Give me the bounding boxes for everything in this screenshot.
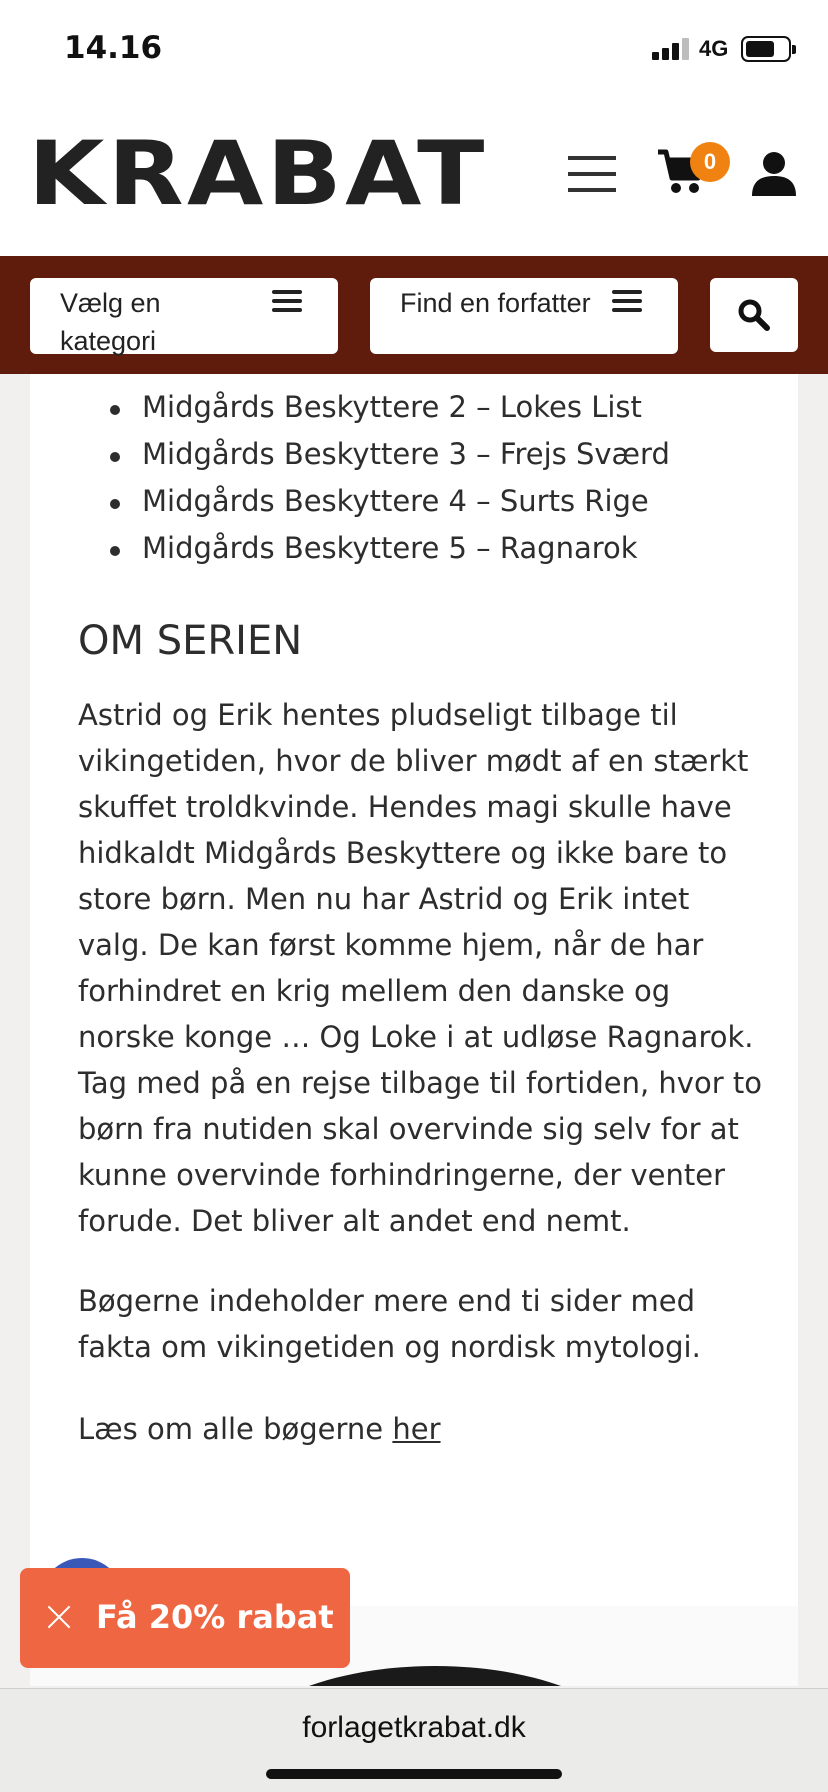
logo-text: KRABAT — [28, 122, 488, 225]
network-label: 4G — [699, 36, 729, 61]
content-card — [30, 374, 798, 1606]
list-item: Midgårds Beskyttere 4 – Surts Rige — [108, 478, 670, 525]
category-select[interactable] — [30, 278, 338, 354]
status-time: 14.16 — [64, 30, 163, 66]
user-account-icon[interactable] — [752, 150, 796, 196]
home-indicator[interactable] — [266, 1769, 562, 1779]
series-description: Astrid og Erik hentes pludseligt tilbage til vikingetiden, hvor de bliver mødt af en stærkt skuffet troldkvinde. Hendes magi skulle have hidkaldt Midgårds Beskyttere og ikke bare to store børn. Men nu har Astrid og Erik intet valg. De kan først komme hjem, når de har forhindret en krig mellem den danske og norske konge … Og Loke i at udløse Ragnarok. Tag med på en rejse tilbage til fortiden, hvor to børn fra nutiden skal overvinde sig selv for at kunne overvinde forhindringerne, der venter forude. Det bliver alt andet end nemt. — [78, 698, 762, 1238]
close-icon[interactable] — [46, 1604, 72, 1630]
site-header — [0, 100, 828, 256]
read-more-prefix: Læs om alle bøgerne — [78, 1412, 393, 1446]
hamburger-menu-icon[interactable] — [568, 156, 616, 192]
author-menu-icon — [612, 290, 642, 312]
section-title: OM SERIEN — [78, 618, 303, 664]
category-select-label: Vælg en kategori — [60, 288, 161, 356]
signal-icon — [652, 38, 690, 60]
read-more-link[interactable]: her — [392, 1412, 441, 1446]
filter-bar — [0, 256, 828, 374]
battery-icon — [741, 36, 791, 62]
krabat-logo[interactable] — [28, 122, 488, 225]
list-item: Midgårds Beskyttere 2 – Lokes List — [108, 384, 670, 431]
category-menu-icon — [272, 290, 302, 312]
author-select[interactable] — [370, 278, 678, 354]
discount-promo-button[interactable] — [20, 1568, 350, 1668]
book-list — [108, 384, 670, 572]
facts-paragraph: Bøgerne indeholder mere end ti sider med fakta om vikingetiden og nordisk mytologi. — [78, 1284, 701, 1364]
browser-url-bar[interactable] — [0, 1688, 828, 1792]
cart-count-badge: 0 — [690, 142, 730, 182]
search-button[interactable] — [710, 278, 798, 352]
author-select-label: Find en forfatter — [400, 288, 591, 318]
list-item: Midgårds Beskyttere 5 – Ragnarok — [108, 525, 670, 572]
url-text: forlagetkrabat.dk — [302, 1711, 526, 1744]
list-item: Midgårds Beskyttere 3 – Frejs Sværd — [108, 431, 670, 478]
status-bar — [0, 0, 828, 100]
search-icon — [738, 299, 770, 331]
promo-text: Få 20% rabat — [96, 1598, 334, 1636]
read-more-paragraph — [78, 1406, 768, 1452]
